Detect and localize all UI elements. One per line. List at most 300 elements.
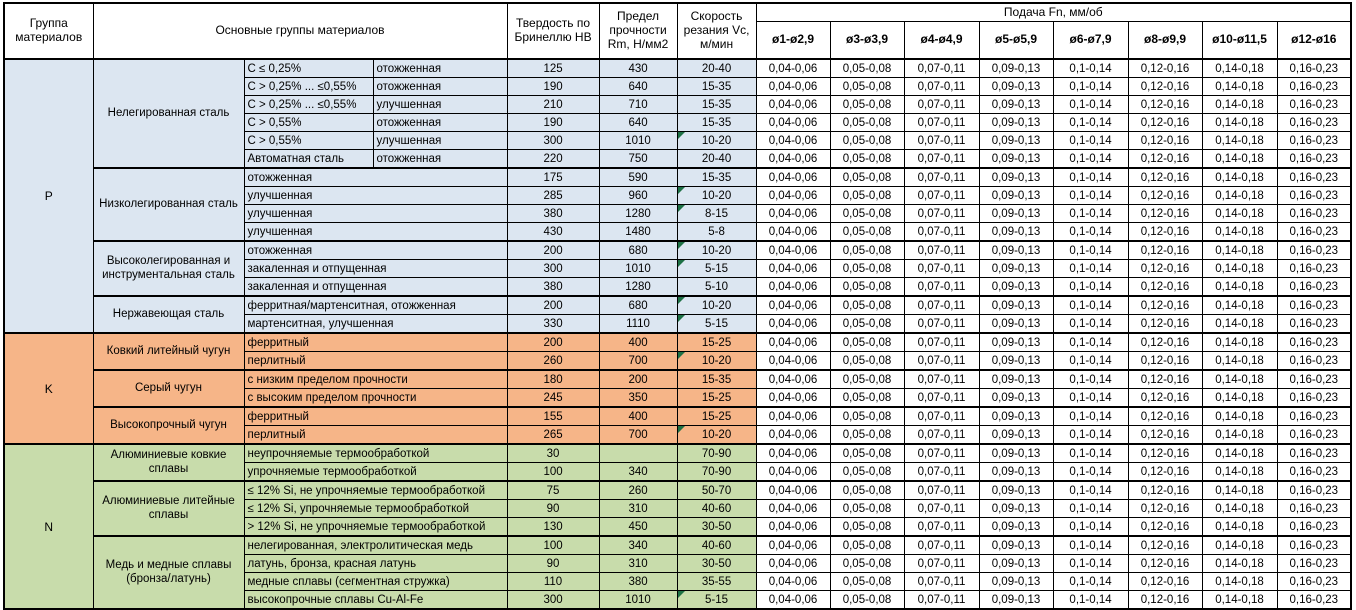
feed-cell[interactable]: 0,14-0,18 xyxy=(1202,555,1277,573)
speed-cell[interactable]: 15-35 xyxy=(677,168,756,187)
feed-cell[interactable]: 0,04-0,06 xyxy=(756,407,830,426)
feed-cell[interactable]: 0,12-0,16 xyxy=(1128,481,1202,500)
material-cell[interactable]: латунь, бронза, красная латунь xyxy=(244,555,507,573)
feed-cell[interactable]: 0,1-0,14 xyxy=(1053,370,1128,389)
feed-cell[interactable]: 0,09-0,13 xyxy=(979,536,1053,555)
feed-cell[interactable]: 0,16-0,23 xyxy=(1277,463,1351,482)
feed-cell[interactable]: 0,07-0,11 xyxy=(904,444,979,463)
feed-cell[interactable]: 0,14-0,18 xyxy=(1202,168,1277,187)
feed-cell[interactable]: 0,14-0,18 xyxy=(1202,370,1277,389)
feed-cell[interactable]: 0,16-0,23 xyxy=(1277,315,1351,334)
header-feed-col-3[interactable]: ø4-ø4,9 xyxy=(904,22,979,60)
feed-cell[interactable]: 0,05-0,08 xyxy=(830,352,904,371)
feed-cell[interactable]: 0,14-0,18 xyxy=(1202,96,1277,114)
feed-cell[interactable]: 0,1-0,14 xyxy=(1053,296,1128,315)
strength-cell[interactable]: 340 xyxy=(599,463,677,482)
feed-cell[interactable]: 0,04-0,06 xyxy=(756,315,830,334)
speed-cell[interactable]: 8-15 xyxy=(677,205,756,223)
feed-cell[interactable]: 0,07-0,11 xyxy=(904,333,979,352)
feed-cell[interactable]: 0,12-0,16 xyxy=(1128,296,1202,315)
feed-cell[interactable]: 0,14-0,18 xyxy=(1202,205,1277,223)
feed-cell[interactable]: 0,09-0,13 xyxy=(979,59,1053,78)
hardness-cell[interactable]: 330 xyxy=(507,315,599,334)
material-cell[interactable]: отожженная xyxy=(244,168,507,187)
material-group-cell[interactable]: Ковкий литейный чугун xyxy=(93,333,244,370)
header-material-group[interactable]: Группа материалов xyxy=(4,3,93,59)
feed-cell[interactable]: 0,12-0,16 xyxy=(1128,426,1202,445)
feed-cell[interactable]: 0,16-0,23 xyxy=(1277,59,1351,78)
feed-cell[interactable]: 0,09-0,13 xyxy=(979,168,1053,187)
feed-cell[interactable]: 0,04-0,06 xyxy=(756,78,830,96)
strength-cell[interactable]: 1010 xyxy=(599,132,677,150)
feed-cell[interactable]: 0,16-0,23 xyxy=(1277,518,1351,537)
feed-cell[interactable]: 0,04-0,06 xyxy=(756,370,830,389)
feed-cell[interactable]: 0,05-0,08 xyxy=(830,463,904,482)
feed-cell[interactable]: 0,14-0,18 xyxy=(1202,241,1277,260)
header-strength[interactable]: Предел прочности Rm, Н/мм2 xyxy=(599,3,677,59)
feed-cell[interactable]: 0,12-0,16 xyxy=(1128,591,1202,610)
material-cell[interactable]: улучшенная xyxy=(244,223,507,242)
feed-cell[interactable]: 0,04-0,06 xyxy=(756,426,830,445)
feed-cell[interactable]: 0,04-0,06 xyxy=(756,59,830,78)
feed-cell[interactable]: 0,07-0,11 xyxy=(904,114,979,132)
feed-cell[interactable]: 0,16-0,23 xyxy=(1277,223,1351,242)
material-cell[interactable]: улучшенная xyxy=(244,205,507,223)
condition-cell[interactable]: отожженная xyxy=(373,78,507,96)
feed-cell[interactable]: 0,04-0,06 xyxy=(756,500,830,518)
material-cell[interactable]: медные сплавы (сегментная стружка) xyxy=(244,573,507,591)
feed-cell[interactable]: 0,1-0,14 xyxy=(1053,187,1128,205)
feed-cell[interactable]: 0,1-0,14 xyxy=(1053,96,1128,114)
feed-cell[interactable]: 0,12-0,16 xyxy=(1128,59,1202,78)
hardness-cell[interactable]: 90 xyxy=(507,555,599,573)
feed-cell[interactable]: 0,05-0,08 xyxy=(830,114,904,132)
feed-cell[interactable]: 0,09-0,13 xyxy=(979,370,1053,389)
feed-cell[interactable]: 0,05-0,08 xyxy=(830,168,904,187)
material-cell[interactable]: ферритный xyxy=(244,407,507,426)
feed-cell[interactable]: 0,16-0,23 xyxy=(1277,187,1351,205)
feed-cell[interactable]: 0,14-0,18 xyxy=(1202,260,1277,278)
speed-cell[interactable]: 10-20 xyxy=(677,426,756,445)
feed-cell[interactable]: 0,14-0,18 xyxy=(1202,463,1277,482)
material-cell[interactable]: неупрочняемые термообработкой xyxy=(244,444,507,463)
feed-cell[interactable]: 0,07-0,11 xyxy=(904,315,979,334)
feed-cell[interactable]: 0,07-0,11 xyxy=(904,187,979,205)
speed-cell[interactable]: 5-10 xyxy=(677,278,756,297)
material-cell[interactable]: перлитный xyxy=(244,426,507,445)
strength-cell[interactable]: 450 xyxy=(599,518,677,537)
feed-cell[interactable]: 0,05-0,08 xyxy=(830,132,904,150)
hardness-cell[interactable]: 245 xyxy=(507,389,599,408)
feed-cell[interactable]: 0,07-0,11 xyxy=(904,260,979,278)
material-group-cell[interactable]: Алюминиевые литейные сплавы xyxy=(93,481,244,536)
condition-cell[interactable]: отожженная xyxy=(373,59,507,78)
strength-cell[interactable]: 400 xyxy=(599,407,677,426)
strength-cell[interactable]: 400 xyxy=(599,333,677,352)
feed-cell[interactable]: 0,05-0,08 xyxy=(830,260,904,278)
feed-cell[interactable]: 0,04-0,06 xyxy=(756,481,830,500)
feed-cell[interactable]: 0,09-0,13 xyxy=(979,555,1053,573)
speed-cell[interactable]: 15-35 xyxy=(677,114,756,132)
feed-cell[interactable]: 0,12-0,16 xyxy=(1128,260,1202,278)
feed-cell[interactable]: 0,07-0,11 xyxy=(904,296,979,315)
feed-cell[interactable]: 0,12-0,16 xyxy=(1128,168,1202,187)
feed-cell[interactable]: 0,07-0,11 xyxy=(904,96,979,114)
feed-cell[interactable]: 0,04-0,06 xyxy=(756,241,830,260)
header-feed-col-6[interactable]: ø8-ø9,9 xyxy=(1128,22,1202,60)
hardness-cell[interactable]: 380 xyxy=(507,205,599,223)
feed-cell[interactable]: 0,16-0,23 xyxy=(1277,132,1351,150)
feed-cell[interactable]: 0,09-0,13 xyxy=(979,352,1053,371)
feed-cell[interactable]: 0,04-0,06 xyxy=(756,573,830,591)
feed-cell[interactable]: 0,07-0,11 xyxy=(904,536,979,555)
feed-cell[interactable]: 0,16-0,23 xyxy=(1277,500,1351,518)
feed-cell[interactable]: 0,09-0,13 xyxy=(979,444,1053,463)
speed-cell[interactable]: 30-50 xyxy=(677,518,756,537)
feed-cell[interactable]: 0,04-0,06 xyxy=(756,389,830,408)
feed-cell[interactable]: 0,04-0,06 xyxy=(756,96,830,114)
feed-cell[interactable]: 0,05-0,08 xyxy=(830,536,904,555)
feed-cell[interactable]: 0,16-0,23 xyxy=(1277,573,1351,591)
speed-cell[interactable]: 5-15 xyxy=(677,315,756,334)
feed-cell[interactable]: 0,05-0,08 xyxy=(830,389,904,408)
feed-cell[interactable]: 0,04-0,06 xyxy=(756,296,830,315)
feed-cell[interactable]: 0,12-0,16 xyxy=(1128,223,1202,242)
speed-cell[interactable]: 15-35 xyxy=(677,96,756,114)
feed-cell[interactable]: 0,16-0,23 xyxy=(1277,96,1351,114)
feed-cell[interactable]: 0,12-0,16 xyxy=(1128,407,1202,426)
speed-cell[interactable]: 5-15 xyxy=(677,591,756,610)
feed-cell[interactable]: 0,07-0,11 xyxy=(904,168,979,187)
header-feed-col-4[interactable]: ø5-ø5,9 xyxy=(979,22,1053,60)
feed-cell[interactable]: 0,12-0,16 xyxy=(1128,114,1202,132)
feed-cell[interactable]: 0,07-0,11 xyxy=(904,555,979,573)
feed-cell[interactable]: 0,04-0,06 xyxy=(756,187,830,205)
speed-cell[interactable]: 10-20 xyxy=(677,296,756,315)
speed-cell[interactable]: 70-90 xyxy=(677,444,756,463)
hardness-cell[interactable]: 175 xyxy=(507,168,599,187)
hardness-cell[interactable]: 200 xyxy=(507,296,599,315)
speed-cell[interactable]: 20-40 xyxy=(677,59,756,78)
material-cell[interactable]: перлитный xyxy=(244,352,507,371)
feed-cell[interactable]: 0,05-0,08 xyxy=(830,555,904,573)
speed-cell[interactable]: 10-20 xyxy=(677,187,756,205)
strength-cell[interactable]: 700 xyxy=(599,352,677,371)
feed-cell[interactable]: 0,12-0,16 xyxy=(1128,205,1202,223)
condition-cell[interactable]: отожженная xyxy=(373,150,507,169)
strength-cell[interactable]: 750 xyxy=(599,150,677,169)
feed-cell[interactable]: 0,14-0,18 xyxy=(1202,444,1277,463)
feed-cell[interactable]: 0,14-0,18 xyxy=(1202,426,1277,445)
feed-cell[interactable]: 0,09-0,13 xyxy=(979,278,1053,297)
material-cell[interactable]: закаленная и отпущенная xyxy=(244,278,507,297)
feed-cell[interactable]: 0,14-0,18 xyxy=(1202,296,1277,315)
feed-cell[interactable]: 0,1-0,14 xyxy=(1053,573,1128,591)
material-cell[interactable]: нелегированная, электролитическая медь xyxy=(244,536,507,555)
feed-cell[interactable]: 0,05-0,08 xyxy=(830,407,904,426)
material-group-cell[interactable]: Высоколегированная и инструментальная сталь xyxy=(93,241,244,296)
feed-cell[interactable]: 0,1-0,14 xyxy=(1053,518,1128,537)
header-feed-col-8[interactable]: ø12-ø16 xyxy=(1277,22,1351,60)
header-main-groups[interactable]: Основные группы материалов xyxy=(93,3,507,59)
feed-cell[interactable]: 0,14-0,18 xyxy=(1202,278,1277,297)
feed-cell[interactable]: 0,09-0,13 xyxy=(979,573,1053,591)
feed-cell[interactable]: 0,05-0,08 xyxy=(830,296,904,315)
feed-cell[interactable]: 0,1-0,14 xyxy=(1053,555,1128,573)
material-cell[interactable]: высокопрочные сплавы Cu-Al-Fe xyxy=(244,591,507,610)
feed-cell[interactable]: 0,09-0,13 xyxy=(979,78,1053,96)
hardness-cell[interactable]: 30 xyxy=(507,444,599,463)
feed-cell[interactable]: 0,16-0,23 xyxy=(1277,114,1351,132)
feed-cell[interactable]: 0,12-0,16 xyxy=(1128,536,1202,555)
feed-cell[interactable]: 0,09-0,13 xyxy=(979,426,1053,445)
feed-cell[interactable]: 0,07-0,11 xyxy=(904,59,979,78)
speed-cell[interactable]: 10-20 xyxy=(677,352,756,371)
feed-cell[interactable]: 0,07-0,11 xyxy=(904,426,979,445)
feed-cell[interactable]: 0,04-0,06 xyxy=(756,518,830,537)
speed-cell[interactable]: 35-55 xyxy=(677,573,756,591)
feed-cell[interactable]: 0,12-0,16 xyxy=(1128,500,1202,518)
material-cell[interactable]: с низким пределом прочности xyxy=(244,370,507,389)
feed-cell[interactable]: 0,14-0,18 xyxy=(1202,500,1277,518)
feed-cell[interactable]: 0,1-0,14 xyxy=(1053,315,1128,334)
feed-cell[interactable]: 0,04-0,06 xyxy=(756,591,830,610)
feed-cell[interactable]: 0,1-0,14 xyxy=(1053,260,1128,278)
feed-cell[interactable]: 0,07-0,11 xyxy=(904,278,979,297)
feed-cell[interactable]: 0,12-0,16 xyxy=(1128,518,1202,537)
feed-cell[interactable]: 0,16-0,23 xyxy=(1277,78,1351,96)
hardness-cell[interactable]: 110 xyxy=(507,573,599,591)
feed-cell[interactable]: 0,14-0,18 xyxy=(1202,518,1277,537)
material-cell[interactable]: отожженная xyxy=(244,241,507,260)
speed-cell[interactable]: 15-35 xyxy=(677,370,756,389)
feed-cell[interactable]: 0,16-0,23 xyxy=(1277,296,1351,315)
feed-cell[interactable]: 0,07-0,11 xyxy=(904,132,979,150)
feed-cell[interactable]: 0,14-0,18 xyxy=(1202,150,1277,169)
speed-cell[interactable]: 50-70 xyxy=(677,481,756,500)
feed-cell[interactable]: 0,12-0,16 xyxy=(1128,132,1202,150)
material-cell[interactable]: упрочняемые термообработкой xyxy=(244,463,507,482)
feed-cell[interactable]: 0,07-0,11 xyxy=(904,241,979,260)
feed-cell[interactable]: 0,04-0,06 xyxy=(756,555,830,573)
feed-cell[interactable]: 0,05-0,08 xyxy=(830,78,904,96)
strength-cell[interactable]: 1010 xyxy=(599,591,677,610)
material-group-cell[interactable]: Медь и медные сплавы (бронза/латунь) xyxy=(93,536,244,609)
feed-cell[interactable]: 0,14-0,18 xyxy=(1202,187,1277,205)
feed-cell[interactable]: 0,09-0,13 xyxy=(979,407,1053,426)
feed-cell[interactable]: 0,1-0,14 xyxy=(1053,59,1128,78)
feed-cell[interactable]: 0,1-0,14 xyxy=(1053,150,1128,169)
feed-cell[interactable]: 0,1-0,14 xyxy=(1053,132,1128,150)
feed-cell[interactable]: 0,05-0,08 xyxy=(830,96,904,114)
feed-cell[interactable]: 0,16-0,23 xyxy=(1277,241,1351,260)
feed-cell[interactable]: 0,16-0,23 xyxy=(1277,150,1351,169)
material-cell[interactable]: с высоким пределом прочности xyxy=(244,389,507,408)
material-cell[interactable]: C ≤ 0,25% xyxy=(244,59,373,78)
feed-cell[interactable]: 0,16-0,23 xyxy=(1277,278,1351,297)
feed-cell[interactable]: 0,14-0,18 xyxy=(1202,536,1277,555)
feed-cell[interactable]: 0,12-0,16 xyxy=(1128,555,1202,573)
feed-cell[interactable]: 0,07-0,11 xyxy=(904,500,979,518)
hardness-cell[interactable]: 300 xyxy=(507,591,599,610)
feed-cell[interactable]: 0,1-0,14 xyxy=(1053,241,1128,260)
strength-cell[interactable]: 640 xyxy=(599,78,677,96)
hardness-cell[interactable]: 200 xyxy=(507,333,599,352)
feed-cell[interactable]: 0,09-0,13 xyxy=(979,187,1053,205)
feed-cell[interactable]: 0,16-0,23 xyxy=(1277,370,1351,389)
feed-cell[interactable]: 0,07-0,11 xyxy=(904,78,979,96)
feed-cell[interactable]: 0,12-0,16 xyxy=(1128,333,1202,352)
material-cell[interactable]: Автоматная сталь xyxy=(244,150,373,169)
feed-cell[interactable]: 0,12-0,16 xyxy=(1128,370,1202,389)
hardness-cell[interactable]: 100 xyxy=(507,463,599,482)
strength-cell[interactable]: 430 xyxy=(599,59,677,78)
group-code-cell[interactable]: K xyxy=(4,333,93,444)
feed-cell[interactable]: 0,16-0,23 xyxy=(1277,407,1351,426)
strength-cell[interactable]: 640 xyxy=(599,114,677,132)
feed-cell[interactable]: 0,07-0,11 xyxy=(904,591,979,610)
feed-cell[interactable]: 0,07-0,11 xyxy=(904,573,979,591)
condition-cell[interactable]: улучшенная xyxy=(373,132,507,150)
speed-cell[interactable]: 15-35 xyxy=(677,78,756,96)
feed-cell[interactable]: 0,14-0,18 xyxy=(1202,223,1277,242)
speed-cell[interactable]: 70-90 xyxy=(677,463,756,482)
feed-cell[interactable]: 0,1-0,14 xyxy=(1053,463,1128,482)
hardness-cell[interactable]: 90 xyxy=(507,500,599,518)
feed-cell[interactable]: 0,1-0,14 xyxy=(1053,205,1128,223)
feed-cell[interactable]: 0,09-0,13 xyxy=(979,463,1053,482)
material-cell[interactable]: закаленная и отпущенная xyxy=(244,260,507,278)
hardness-cell[interactable]: 430 xyxy=(507,223,599,242)
feed-cell[interactable]: 0,12-0,16 xyxy=(1128,241,1202,260)
feed-cell[interactable]: 0,1-0,14 xyxy=(1053,389,1128,408)
strength-cell[interactable]: 1280 xyxy=(599,278,677,297)
strength-cell[interactable]: 1280 xyxy=(599,205,677,223)
feed-cell[interactable]: 0,16-0,23 xyxy=(1277,260,1351,278)
feed-cell[interactable]: 0,1-0,14 xyxy=(1053,481,1128,500)
strength-cell[interactable] xyxy=(599,444,677,463)
feed-cell[interactable]: 0,16-0,23 xyxy=(1277,205,1351,223)
feed-cell[interactable]: 0,1-0,14 xyxy=(1053,407,1128,426)
hardness-cell[interactable]: 75 xyxy=(507,481,599,500)
material-group-cell[interactable]: Нелегированная сталь xyxy=(93,59,244,168)
feed-cell[interactable]: 0,04-0,06 xyxy=(756,114,830,132)
feed-cell[interactable]: 0,16-0,23 xyxy=(1277,352,1351,371)
hardness-cell[interactable]: 100 xyxy=(507,536,599,555)
feed-cell[interactable]: 0,09-0,13 xyxy=(979,481,1053,500)
feed-cell[interactable]: 0,04-0,06 xyxy=(756,463,830,482)
strength-cell[interactable]: 310 xyxy=(599,555,677,573)
material-group-cell[interactable]: Низколегированная сталь xyxy=(93,168,244,241)
feed-cell[interactable]: 0,14-0,18 xyxy=(1202,333,1277,352)
feed-cell[interactable]: 0,07-0,11 xyxy=(904,223,979,242)
material-cell[interactable]: > 12% Si, не упрочняемые термообработкой xyxy=(244,518,507,537)
feed-cell[interactable]: 0,05-0,08 xyxy=(830,333,904,352)
feed-cell[interactable]: 0,1-0,14 xyxy=(1053,278,1128,297)
speed-cell[interactable]: 40-60 xyxy=(677,500,756,518)
feed-cell[interactable]: 0,1-0,14 xyxy=(1053,78,1128,96)
feed-cell[interactable]: 0,14-0,18 xyxy=(1202,573,1277,591)
hardness-cell[interactable]: 285 xyxy=(507,187,599,205)
strength-cell[interactable]: 200 xyxy=(599,370,677,389)
feed-cell[interactable]: 0,04-0,06 xyxy=(756,333,830,352)
feed-cell[interactable]: 0,05-0,08 xyxy=(830,591,904,610)
feed-cell[interactable]: 0,09-0,13 xyxy=(979,333,1053,352)
material-cell[interactable]: C > 0,25% ... ≤0,55% xyxy=(244,96,373,114)
feed-cell[interactable]: 0,09-0,13 xyxy=(979,241,1053,260)
feed-cell[interactable]: 0,16-0,23 xyxy=(1277,536,1351,555)
strength-cell[interactable]: 1010 xyxy=(599,260,677,278)
feed-cell[interactable]: 0,05-0,08 xyxy=(830,223,904,242)
material-group-cell[interactable]: Алюминиевые ковкие сплавы xyxy=(93,444,244,481)
feed-cell[interactable]: 0,12-0,16 xyxy=(1128,187,1202,205)
feed-cell[interactable]: 0,05-0,08 xyxy=(830,241,904,260)
feed-cell[interactable]: 0,1-0,14 xyxy=(1053,444,1128,463)
feed-cell[interactable]: 0,07-0,11 xyxy=(904,407,979,426)
hardness-cell[interactable]: 220 xyxy=(507,150,599,169)
speed-cell[interactable]: 30-50 xyxy=(677,555,756,573)
strength-cell[interactable]: 710 xyxy=(599,96,677,114)
strength-cell[interactable]: 680 xyxy=(599,296,677,315)
feed-cell[interactable]: 0,12-0,16 xyxy=(1128,463,1202,482)
feed-cell[interactable]: 0,09-0,13 xyxy=(979,150,1053,169)
header-feed-title[interactable]: Подача Fn, мм/об xyxy=(756,3,1351,22)
feed-cell[interactable]: 0,12-0,16 xyxy=(1128,444,1202,463)
feed-cell[interactable]: 0,09-0,13 xyxy=(979,132,1053,150)
feed-cell[interactable]: 0,07-0,11 xyxy=(904,352,979,371)
header-feed-col-2[interactable]: ø3-ø3,9 xyxy=(830,22,904,60)
feed-cell[interactable]: 0,1-0,14 xyxy=(1053,223,1128,242)
feed-cell[interactable]: 0,12-0,16 xyxy=(1128,78,1202,96)
feed-cell[interactable]: 0,12-0,16 xyxy=(1128,150,1202,169)
feed-cell[interactable]: 0,05-0,08 xyxy=(830,426,904,445)
feed-cell[interactable]: 0,12-0,16 xyxy=(1128,389,1202,408)
hardness-cell[interactable]: 260 xyxy=(507,352,599,371)
material-group-cell[interactable]: Серый чугун xyxy=(93,370,244,407)
strength-cell[interactable]: 260 xyxy=(599,481,677,500)
feed-cell[interactable]: 0,07-0,11 xyxy=(904,370,979,389)
feed-cell[interactable]: 0,09-0,13 xyxy=(979,315,1053,334)
feed-cell[interactable]: 0,1-0,14 xyxy=(1053,352,1128,371)
feed-cell[interactable]: 0,09-0,13 xyxy=(979,518,1053,537)
feed-cell[interactable]: 0,12-0,16 xyxy=(1128,315,1202,334)
feed-cell[interactable]: 0,04-0,06 xyxy=(756,352,830,371)
feed-cell[interactable]: 0,14-0,18 xyxy=(1202,315,1277,334)
feed-cell[interactable]: 0,14-0,18 xyxy=(1202,352,1277,371)
feed-cell[interactable]: 0,1-0,14 xyxy=(1053,168,1128,187)
feed-cell[interactable]: 0,16-0,23 xyxy=(1277,389,1351,408)
hardness-cell[interactable]: 200 xyxy=(507,241,599,260)
feed-cell[interactable]: 0,1-0,14 xyxy=(1053,114,1128,132)
feed-cell[interactable]: 0,07-0,11 xyxy=(904,205,979,223)
feed-cell[interactable]: 0,04-0,06 xyxy=(756,223,830,242)
feed-cell[interactable]: 0,12-0,16 xyxy=(1128,352,1202,371)
feed-cell[interactable]: 0,05-0,08 xyxy=(830,205,904,223)
strength-cell[interactable]: 680 xyxy=(599,241,677,260)
strength-cell[interactable]: 350 xyxy=(599,389,677,408)
feed-cell[interactable]: 0,1-0,14 xyxy=(1053,500,1128,518)
feed-cell[interactable]: 0,16-0,23 xyxy=(1277,555,1351,573)
hardness-cell[interactable]: 125 xyxy=(507,59,599,78)
feed-cell[interactable]: 0,09-0,13 xyxy=(979,114,1053,132)
feed-cell[interactable]: 0,04-0,06 xyxy=(756,150,830,169)
material-group-cell[interactable]: Нержавеющая сталь xyxy=(93,296,244,333)
feed-cell[interactable]: 0,09-0,13 xyxy=(979,96,1053,114)
hardness-cell[interactable]: 155 xyxy=(507,407,599,426)
speed-cell[interactable]: 10-20 xyxy=(677,241,756,260)
condition-cell[interactable]: улучшенная xyxy=(373,96,507,114)
feed-cell[interactable]: 0,16-0,23 xyxy=(1277,444,1351,463)
